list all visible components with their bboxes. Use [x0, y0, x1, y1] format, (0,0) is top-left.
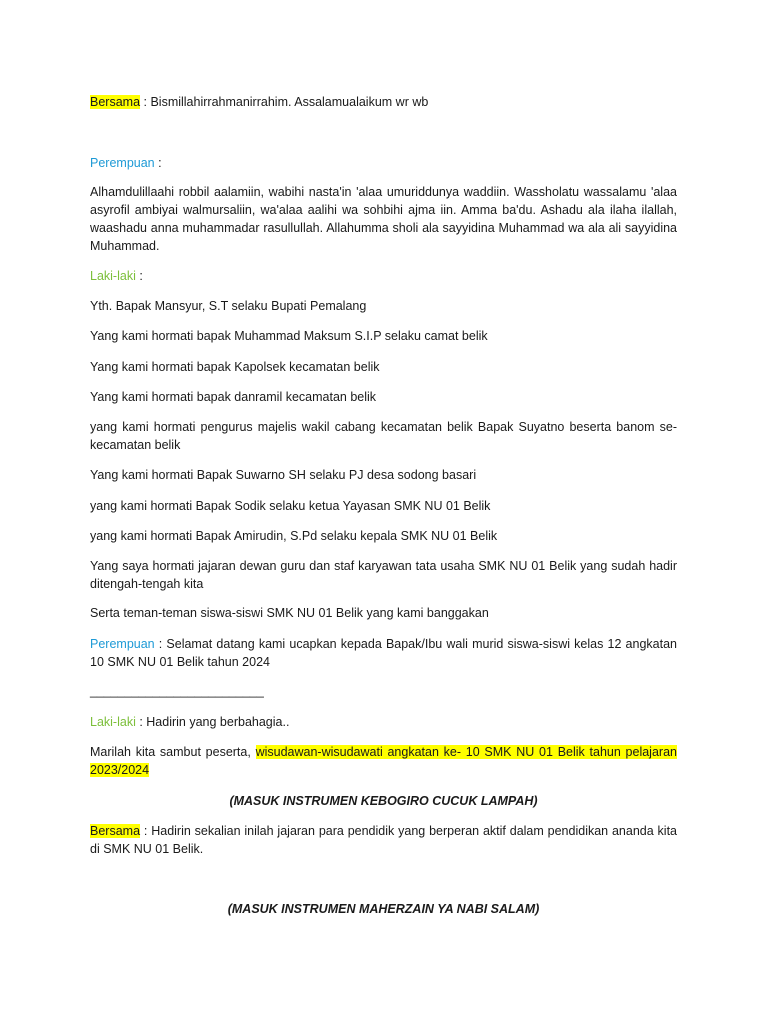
greeting-kepala-sekolah: yang kami hormati Bapak Amirudin, S.Pd selaku kepala SMK NU 01 Belik	[90, 529, 498, 543]
line-laki-hadirin	[90, 713, 677, 731]
line-perempuan-label	[90, 154, 677, 172]
greeting-dewan-guru: Yang saya hormati jajaran dewan guru dan staf karyawan tata usaha SMK NU 01 Belik yang sudah hadir ditengah-tengah kita	[90, 559, 677, 591]
line-text: : Selamat datang kami ucapkan kepada Bapak/Ibu wali murid siswa-siswi kelas 12 angkatan 10 SMK NU 01 Belik tahun 2024	[90, 637, 677, 669]
line-laki-label	[90, 267, 677, 285]
line-perempuan-welcome	[90, 635, 677, 671]
greeting-kapolsek: Yang kami hormati bapak Kapolsek kecamatan belik	[90, 360, 380, 374]
greeting-danramil: Yang kami hormati bapak danramil kecamatan belik	[90, 390, 377, 404]
line-text: :	[135, 269, 143, 283]
speaker-label: Perempuan	[90, 156, 155, 170]
speaker-label: Laki-laki	[90, 269, 136, 283]
greeting-mwc: yang kami hormati pengurus majelis wakil cabang kecamatan belik Bapak Suyatno beserta banom se-kecamatan belik	[90, 420, 677, 452]
line-bersama-pendidik	[90, 822, 677, 858]
line-text: :	[154, 156, 162, 170]
greeting-ketua-yayasan: yang kami hormati Bapak Sodik selaku ketua Yayasan SMK NU 01 Belik	[90, 499, 491, 513]
greeting-camat: Yang kami hormati bapak Muhammad Maksum S.I.P selaku camat belik	[90, 329, 488, 343]
greeting-siswa: Serta teman-teman siswa-siswi SMK NU 01 Belik yang kami banggakan	[90, 606, 489, 620]
stage-direction-kebogiro: (MASUK INSTRUMEN KEBOGIRO CUCUK LAMPAH)	[229, 794, 538, 808]
highlighted-text: wisudawan-wisudawati angkatan ke- 10 SMK NU 01 Belik tahun pelajaran 2023/2024	[90, 745, 677, 777]
speaker-label: Bersama	[90, 95, 141, 109]
line-sambut-peserta	[90, 743, 677, 779]
greeting-pj-desa: Yang kami hormati Bapak Suwarno SH selaku PJ desa sodong basari	[90, 468, 477, 482]
divider-line: _________________________	[90, 684, 264, 698]
line-text: : Bismillahirrahmanirrahim. Assalamualaikum wr wb	[140, 95, 429, 109]
line-text: : Hadirin sekalian inilah jajaran para pendidik yang berperan aktif dalam pendidikan ananda kita di SMK NU 01 Belik.	[90, 824, 677, 856]
line-text: Marilah kita sambut peserta,	[90, 745, 256, 759]
line-text: : Hadirin yang berbahagia..	[135, 715, 290, 729]
stage-direction-maherzain: (MASUK INSTRUMEN MAHERZAIN YA NABI SALAM)	[227, 902, 540, 916]
speaker-label: Laki-laki	[90, 715, 136, 729]
opening-prayer-paragraph: Alhamdulillaahi robbil aalamiin, wabihi nasta'in 'alaa umuriddunya waddiin. Wassholatu wassalamu 'alaa asyrofil ambiyai walmursaliin, wa'alaa aalihi wa sohbihi ajma iin. Amma ba'du. Ashadu ala ilaha ilallah, waashadu anna muhammadar rasullullah. Allahumma sholi ala sayyidina Muhammad wa ala ali sayyidina Muhammad.	[90, 185, 677, 253]
speaker-label: Perempuan	[90, 637, 155, 651]
greeting-bupati: Yth. Bapak Mansyur, S.T selaku Bupati Pemalang	[90, 299, 367, 313]
speaker-label: Bersama	[90, 824, 141, 838]
line-bersama-opening	[90, 93, 677, 111]
